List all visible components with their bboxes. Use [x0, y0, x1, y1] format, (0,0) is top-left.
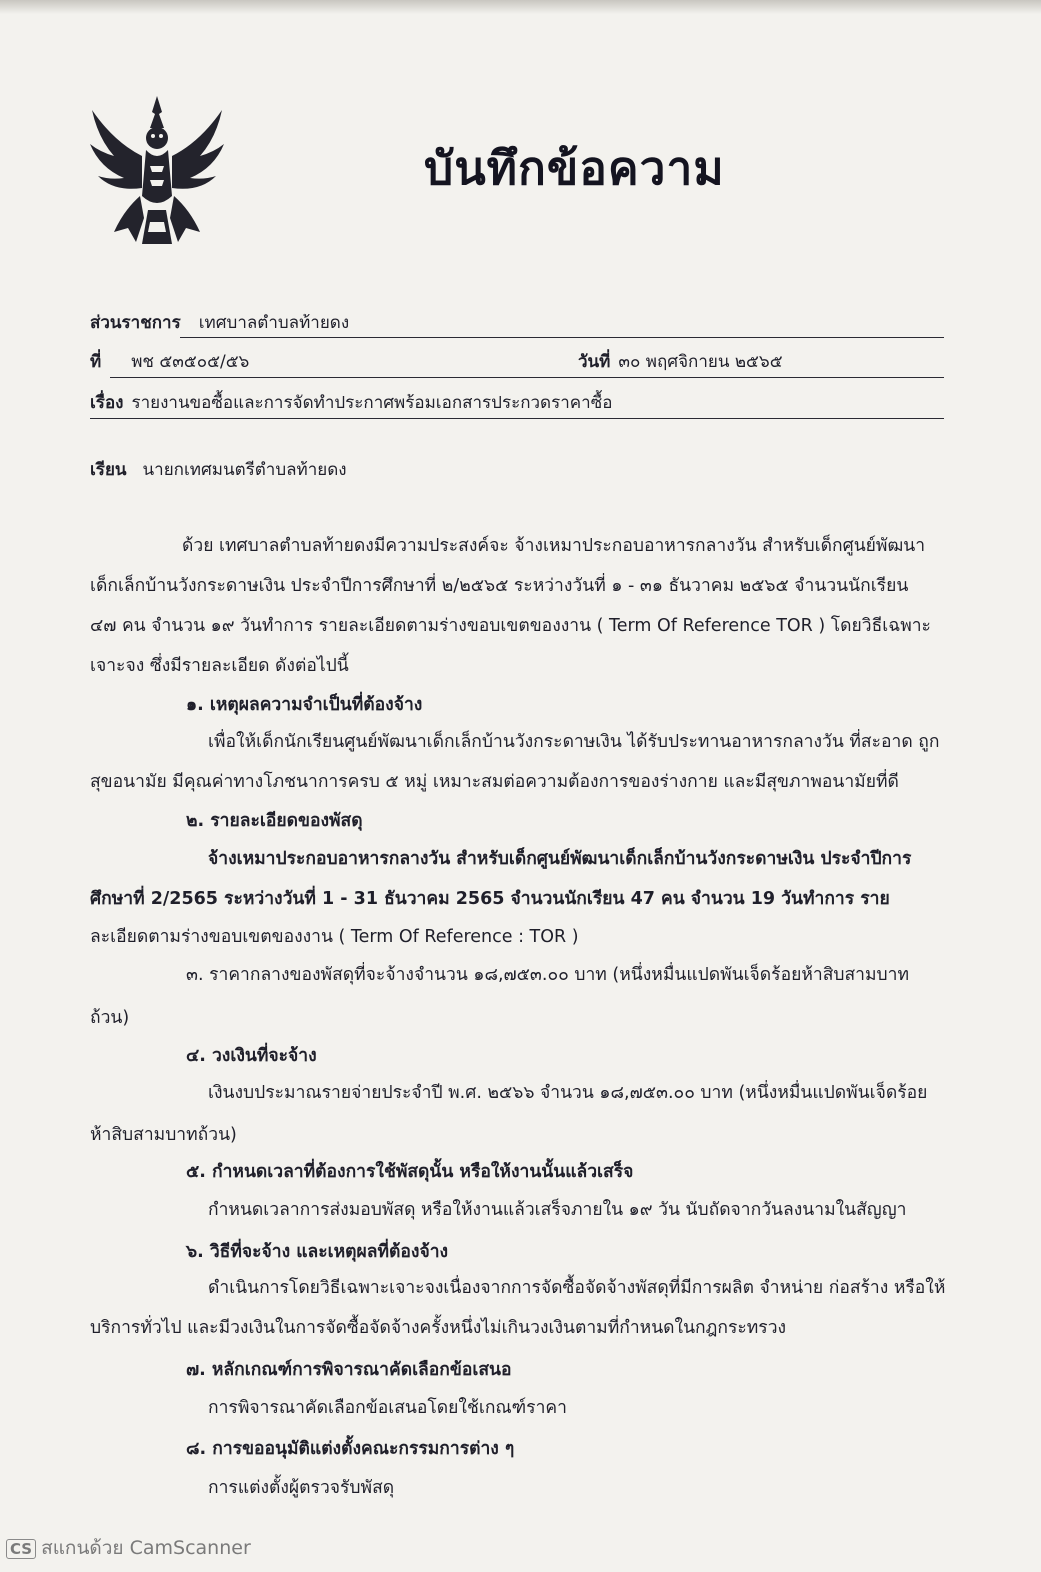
subject-value: รายงานขอซื้อและการจัดทำประกาศพร้อมเอกสารประกวดราคาซื้อ — [131, 393, 613, 413]
watermark-text: สแกนด้วย CamScanner — [41, 1537, 251, 1559]
section-5-heading: ๕. กำหนดเวลาที่ต้องการใช้พัสดุนั้น หรือให้งานนั้นแล้วเสร็จ — [186, 1162, 634, 1182]
scan-edge — [0, 0, 1041, 14]
agency-underline — [180, 337, 944, 338]
intro-line-2: เด็กเล็กบ้านวังกระดาษเงิน ประจำปีการศึกษาที่ ๒/๒๕๖๕ ระหว่างวันที่ ๑ - ๓๑ ธันวาคม ๒๕๖๕ จำนวนนักเรียน — [90, 576, 909, 596]
agency-value: เทศบาลตำบลท้ายดง — [198, 313, 350, 333]
section-4-heading: ๔. วงเงินที่จะจ้าง — [186, 1046, 317, 1066]
section-1-heading: ๑. เหตุผลความจำเป็นที่ต้องจ้าง — [186, 695, 423, 715]
section-7-line-1: การพิจารณาคัดเลือกข้อเสนอโดยใช้เกณฑ์ราคา — [208, 1398, 567, 1418]
intro-line-3: ๔๗ คน จำนวน ๑๙ วันทำการ รายละเอียดตามร่างขอบเขตของงาน ( Term Of Reference TOR ) โดยวิธีเฉพาะ — [90, 616, 931, 636]
date-value: ๓๐ พฤศจิกายน ๒๕๖๕ — [618, 352, 783, 372]
section-6-line-1: ดำเนินการโดยวิธีเฉพาะเจาะจงเนื่องจากการจัดซื้อจัดจ้างพัสดุที่มีการผลิต จำหน่าย ก่อสร้าง หรือให้ — [208, 1278, 946, 1298]
agency-label: ส่วนราชการ — [90, 313, 181, 333]
agency-line — [90, 309, 349, 336]
page-title: บันทึกข้อความ — [424, 141, 725, 195]
section-2-line-1: จ้างเหมาประกอบอาหารกลางวัน สำหรับเด็กศูนย์พัฒนาเด็กเล็กบ้านวังกระดาษเงิน ประจำปีการ — [208, 849, 912, 869]
section-2-heading: ๒. รายละเอียดของพัสดุ — [186, 811, 363, 831]
addressee-value: นายกเทศมนตรีตำบลท้ายดง — [142, 460, 347, 480]
section-2-line-3: ละเอียดตามร่างขอบเขตของงาน ( Term Of Reference : TOR ) — [90, 927, 579, 947]
section-1-line-2: สุขอนามัย มีคุณค่าทางโภชนาการครบ ๕ หมู่ เหมาะสมต่อความต้องการของร่างกาย และมีสุขภาพอนามัยที่ดี — [90, 772, 899, 792]
section-6-heading: ๖. วิธีที่จะจ้าง และเหตุผลที่ต้องจ้าง — [186, 1242, 449, 1262]
subject-line — [90, 389, 612, 416]
addressee-label: เรียน — [90, 460, 127, 480]
section-3-line-1: ๓. ราคากลางของพัสดุที่จะจ้างจำนวน ๑๘,๗๕๓.๐๐ บาท (หนึ่งหมื่นแปดพันเจ็ดร้อยห้าสิบสามบาท — [186, 965, 909, 985]
section-5-line-1: กำหนดเวลาการส่งมอบพัสดุ หรือให้งานแล้วเสร็จภายใน ๑๙ วัน นับถัดจากวันลงนามในสัญญา — [208, 1200, 907, 1220]
section-8-line-1: การแต่งตั้งผู้ตรวจรับพัสดุ — [208, 1478, 395, 1498]
section-2-line-2: ศึกษาที่ 2/2565 ระหว่างวันที่ 1 - 31 ธันวาคม 2565 จำนวนนักเรียน 47 คน จำนวน 19 วันทำการ ราย — [90, 889, 890, 909]
intro-line-4: เจาะจง ซึ่งมีรายละเอียด ดังต่อไปนี้ — [90, 656, 349, 676]
section-6-line-2: บริการทั่วไป และมีวงเงินในการจัดซื้อจัดจ้างครั้งหนึ่งไม่เกินวงเงินตามที่กำหนดในกฎกระทรวง — [90, 1318, 787, 1338]
ref-value: พช ๕๓๕๐๕/๕๖ — [131, 352, 250, 372]
intro-line-1: ด้วย เทศบาลตำบลท้ายดงมีความประสงค์จะ จ้างเหมาประกอบอาหารกลางวัน สำหรับเด็กศูนย์พัฒนา — [182, 536, 926, 556]
section-1-line-1: เพื่อให้เด็กนักเรียนศูนย์พัฒนาเด็กเล็กบ้านวังกระดาษเงิน ได้รับประทานอาหารกลางวัน ที่สะอาด ถูก — [208, 732, 940, 752]
addressee-line — [90, 456, 347, 483]
section-4-line-1: เงินงบประมาณรายจ่ายประจำปี พ.ศ. ๒๕๖๖ จำนวน ๑๘,๗๕๓.๐๐ บาท (หนึ่งหมื่นแปดพันเจ็ดร้อย — [208, 1083, 928, 1103]
ref-label: ที่ — [90, 352, 102, 372]
scanner-watermark — [6, 1533, 251, 1563]
section-8-heading: ๘. การขออนุมัติแต่งตั้งคณะกรรมการต่าง ๆ — [186, 1439, 515, 1459]
date-line — [578, 348, 783, 375]
garuda-emblem-icon — [84, 92, 230, 250]
ref-underline — [110, 377, 944, 378]
subject-label: เรื่อง — [90, 393, 124, 413]
section-4-line-2: ห้าสิบสามบาทถ้วน) — [90, 1125, 237, 1145]
subject-underline — [90, 418, 944, 419]
date-label: วันที่ — [578, 352, 611, 372]
section-7-heading: ๗. หลักเกณฑ์การพิจารณาคัดเลือกข้อเสนอ — [186, 1360, 512, 1380]
camscanner-logo-icon: CS — [6, 1539, 36, 1559]
section-3-line-2: ถ้วน) — [90, 1008, 130, 1028]
ref-line — [90, 348, 249, 375]
